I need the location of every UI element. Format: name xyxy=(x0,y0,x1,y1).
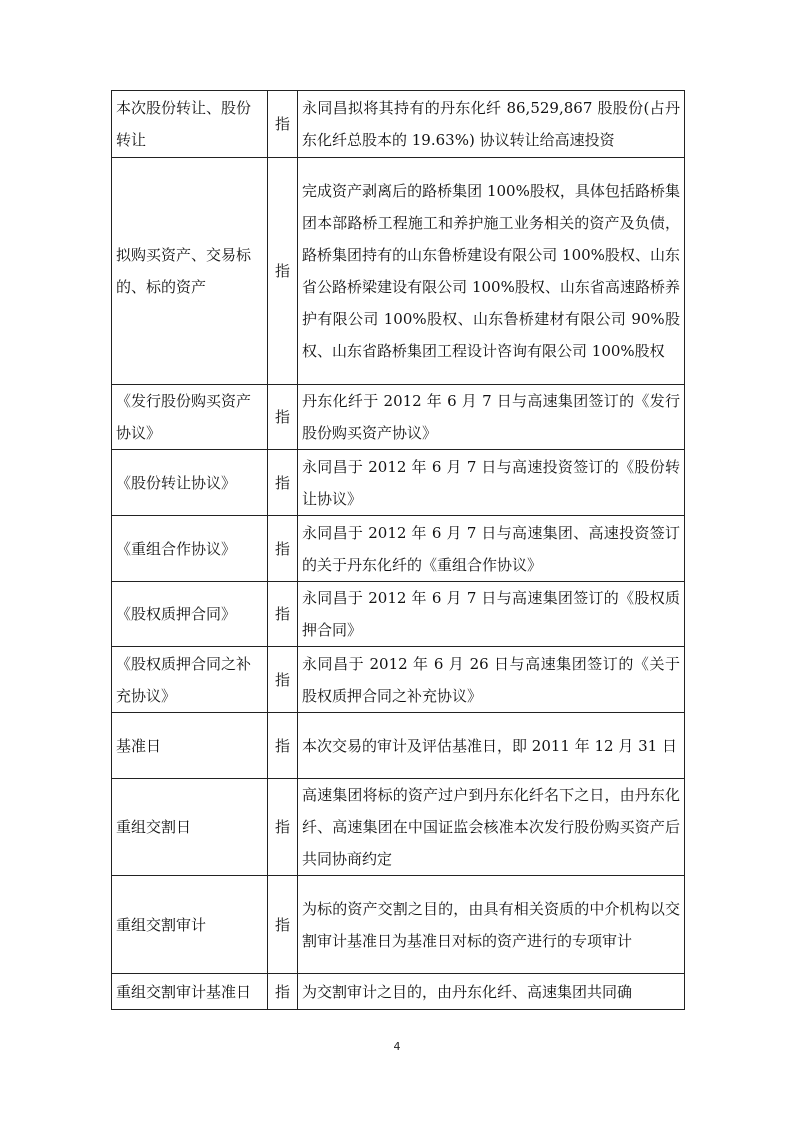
means-marker: 指 xyxy=(268,158,298,385)
table-row xyxy=(112,516,685,582)
definition-cell: 永同昌于 2012 年 6 月 7 日与高速集团签订的《股权质押合同》 xyxy=(298,582,685,647)
definition-cell: 永同昌于 2012 年 6 月 7 日与高速投资签订的《股份转让协议》 xyxy=(298,450,685,516)
definition-cell: 为标的资产交割之目的，由具有相关资质的中介机构以交割审计基准日为基准日对标的资产进行的专项审计 xyxy=(298,876,685,974)
term-cell: 重组交割日 xyxy=(112,779,268,876)
table-row xyxy=(112,974,685,1010)
definition-cell: 丹东化纤于 2012 年 6 月 7 日与高速集团签订的《发行股份购买资产协议》 xyxy=(298,385,685,450)
term-cell: 重组交割审计基准日 xyxy=(112,974,268,1010)
means-marker: 指 xyxy=(268,516,298,582)
table-row xyxy=(112,647,685,713)
definition-cell: 完成资产剥离后的路桥集团 100%股权，具体包括路桥集团本部路桥工程施工和养护施工业务相关的资产及负债，路桥集团持有的山东鲁桥建设有限公司 100%股权、山东省公路桥梁建设有限公司 100%股权、山东省高速路桥养护有限公司 100%股权、山东鲁桥建材有限公司 90%股权、山东省路桥集团工程设计咨询有限公司 100%股权 xyxy=(298,158,685,385)
definition-cell: 永同昌拟将其持有的丹东化纤 86,529,867 股股份(占丹东化纤总股本的 19.63%) 协议转让给高速投资 xyxy=(298,91,685,158)
table-row xyxy=(112,876,685,974)
term-cell: 《股权质押合同》 xyxy=(112,582,268,647)
term-cell: 《发行股份购买资产协议》 xyxy=(112,385,268,450)
means-marker: 指 xyxy=(268,450,298,516)
page-number: 4 xyxy=(393,1040,401,1053)
table-row xyxy=(112,713,685,779)
means-marker: 指 xyxy=(268,974,298,1010)
means-marker: 指 xyxy=(268,647,298,713)
means-marker: 指 xyxy=(268,385,298,450)
means-marker: 指 xyxy=(268,779,298,876)
definition-cell: 本次交易的审计及评估基准日，即 2011 年 12 月 31 日 xyxy=(298,713,685,779)
means-marker: 指 xyxy=(268,91,298,158)
definition-cell: 永同昌于 2012 年 6 月 26 日与高速集团签订的《关于股权质押合同之补充协议》 xyxy=(298,647,685,713)
table-row xyxy=(112,91,685,158)
table-row xyxy=(112,582,685,647)
table-row xyxy=(112,385,685,450)
term-cell: 本次股份转让、股份转让 xyxy=(112,91,268,158)
means-marker: 指 xyxy=(268,713,298,779)
table-row xyxy=(112,779,685,876)
definitions-table xyxy=(111,90,685,1010)
term-cell: 《股权质押合同之补充协议》 xyxy=(112,647,268,713)
table-row xyxy=(112,158,685,385)
term-cell: 拟购买资产、交易标的、标的资产 xyxy=(112,158,268,385)
table-row xyxy=(112,450,685,516)
means-marker: 指 xyxy=(268,582,298,647)
term-cell: 基准日 xyxy=(112,713,268,779)
term-cell: 重组交割审计 xyxy=(112,876,268,974)
definition-cell: 永同昌于 2012 年 6 月 7 日与高速集团、高速投资签订的关于丹东化纤的《重组合作协议》 xyxy=(298,516,685,582)
definition-cell: 为交割审计之目的，由丹东化纤、高速集团共同确 xyxy=(298,974,685,1010)
means-marker: 指 xyxy=(268,876,298,974)
term-cell: 《股份转让协议》 xyxy=(112,450,268,516)
definition-cell: 高速集团将标的资产过户到丹东化纤名下之日，由丹东化纤、高速集团在中国证监会核准本次发行股份购买资产后共同协商约定 xyxy=(298,779,685,876)
term-cell: 《重组合作协议》 xyxy=(112,516,268,582)
